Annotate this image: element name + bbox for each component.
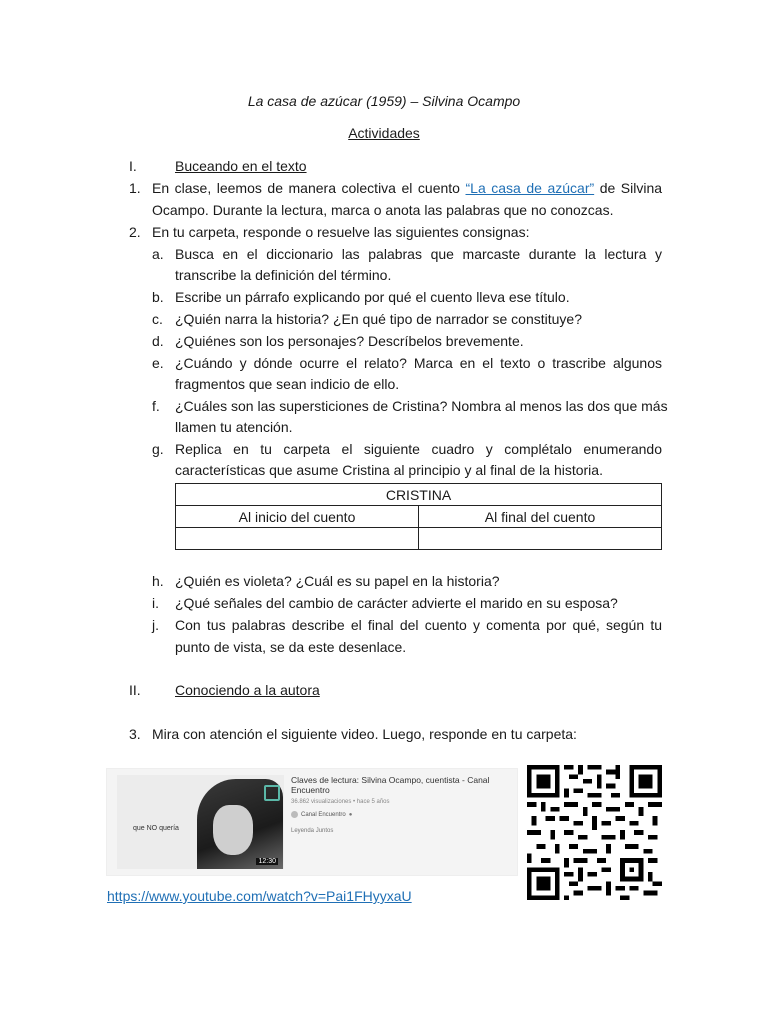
item-1-text-pre: En clase, leemos de manera colectiva el cuento bbox=[152, 180, 460, 196]
table-col-final: Al final del cuento bbox=[419, 506, 662, 528]
item-1-text-post: de Silvina bbox=[599, 180, 663, 196]
item-2-text: En tu carpeta, responde o resuelve las siguientes consignas: bbox=[152, 224, 530, 240]
subitem-letter: b. bbox=[152, 289, 164, 305]
subitem-a-line-2: transcribe la definición del término. bbox=[175, 267, 392, 283]
table-header: CRISTINA bbox=[176, 484, 662, 506]
subitem-a-line-1: Busca en el diccionario las palabras que marcaste durante la lectura y bbox=[175, 246, 662, 262]
item-1-number: 1. bbox=[129, 180, 141, 196]
qr-code bbox=[527, 765, 662, 900]
story-link[interactable]: “La casa de azúcar” bbox=[465, 180, 595, 196]
channel-name: Canal Encuentro bbox=[301, 811, 346, 818]
section-2-numeral: II. bbox=[129, 682, 141, 698]
table-cell-empty bbox=[419, 528, 662, 550]
video-info bbox=[291, 775, 511, 834]
subitem-letter: c. bbox=[152, 311, 163, 327]
subitem-letter: d. bbox=[152, 333, 164, 349]
item-3-text: Mira con atención el siguiente video. Luego, responde en tu carpeta: bbox=[152, 726, 577, 742]
video-channel[interactable] bbox=[291, 811, 511, 818]
thumbnail-caption: que NO quería bbox=[133, 825, 179, 832]
subitem-e-line-1: ¿Cuándo y dónde ocurre el relato? Marca en el texto o trascribe algunos bbox=[175, 355, 662, 371]
youtube-link[interactable]: https://www.youtube.com/watch?v=Pai1FHyyxaU bbox=[107, 888, 412, 904]
subitem-j-line-1: Con tus palabras describe el final del cuento y comenta por qué, según tu bbox=[175, 617, 662, 633]
subitem-g-line-1: Replica en tu carpeta el siguiente cuadro y complétalo enumerando bbox=[175, 441, 662, 457]
table-cell-empty bbox=[176, 528, 419, 550]
subitem-letter: f. bbox=[152, 398, 160, 414]
item-3-number: 3. bbox=[129, 726, 141, 742]
document-subtitle: Actividades bbox=[348, 125, 420, 141]
channel-logo-icon bbox=[264, 785, 280, 801]
subitem-letter: a. bbox=[152, 246, 164, 262]
cristina-table bbox=[175, 483, 662, 550]
subitem-letter: j. bbox=[152, 617, 159, 633]
subitem-letter: g. bbox=[152, 441, 164, 457]
video-meta: 36.862 visualizaciones • hace 5 años bbox=[291, 799, 390, 805]
item-1-line-2: Ocampo. Durante la lectura, marca o anota las palabras que no conozcas. bbox=[152, 202, 614, 218]
subitem-letter: e. bbox=[152, 355, 164, 371]
subitem-f-line-2: llamen tu atención. bbox=[175, 419, 293, 435]
video-description: Leyenda Juntos bbox=[291, 828, 334, 834]
channel-avatar-icon bbox=[291, 811, 298, 818]
item-2-number: 2. bbox=[129, 224, 141, 240]
subitem-h-text: ¿Quién es violeta? ¿Cuál es su papel en la historia? bbox=[175, 573, 500, 589]
subitem-letter: h. bbox=[152, 573, 164, 589]
subitem-f-line-1: ¿Cuáles son las supersticiones de Cristina? Nombra al menos las dos que más bbox=[175, 398, 668, 414]
video-duration: 12:30 bbox=[258, 858, 276, 865]
subitem-g-line-2: características que asume Cristina al principio y al final de la historia. bbox=[175, 462, 603, 478]
subitem-b-text: Escribe un párrafo explicando por qué el cuento lleva ese título. bbox=[175, 289, 570, 305]
section-1-numeral: I. bbox=[129, 158, 137, 174]
section-1-heading: Buceando en el texto bbox=[175, 158, 307, 174]
item-1-line-1 bbox=[152, 177, 662, 199]
subitem-j-line-2: punto de vista, se da este desenlace. bbox=[175, 639, 407, 655]
subitem-e-line-2: fragmentos que sean indicio de ello. bbox=[175, 376, 400, 392]
verified-icon: ● bbox=[348, 811, 353, 818]
subitem-i-text: ¿Qué señales del cambio de carácter advierte el marido en su esposa? bbox=[175, 595, 618, 611]
video-title[interactable]: Claves de lectura: Silvina Ocampo, cuentista - Canal Encuentro bbox=[291, 775, 490, 795]
video-embed[interactable] bbox=[106, 768, 518, 876]
section-2-heading: Conociendo a la autora bbox=[175, 682, 320, 698]
subitem-c-text: ¿Quién narra la historia? ¿En qué tipo de narrador se constituye? bbox=[175, 311, 583, 327]
person-face bbox=[213, 805, 253, 855]
video-thumbnail[interactable] bbox=[117, 775, 284, 869]
document-title: La casa de azúcar (1959) – Silvina Ocampo bbox=[247, 93, 521, 109]
subitem-letter: i. bbox=[152, 595, 159, 611]
subitem-d-text: ¿Quiénes son los personajes? Descríbelos brevemente. bbox=[175, 333, 524, 349]
table-col-inicio: Al inicio del cuento bbox=[176, 506, 419, 528]
